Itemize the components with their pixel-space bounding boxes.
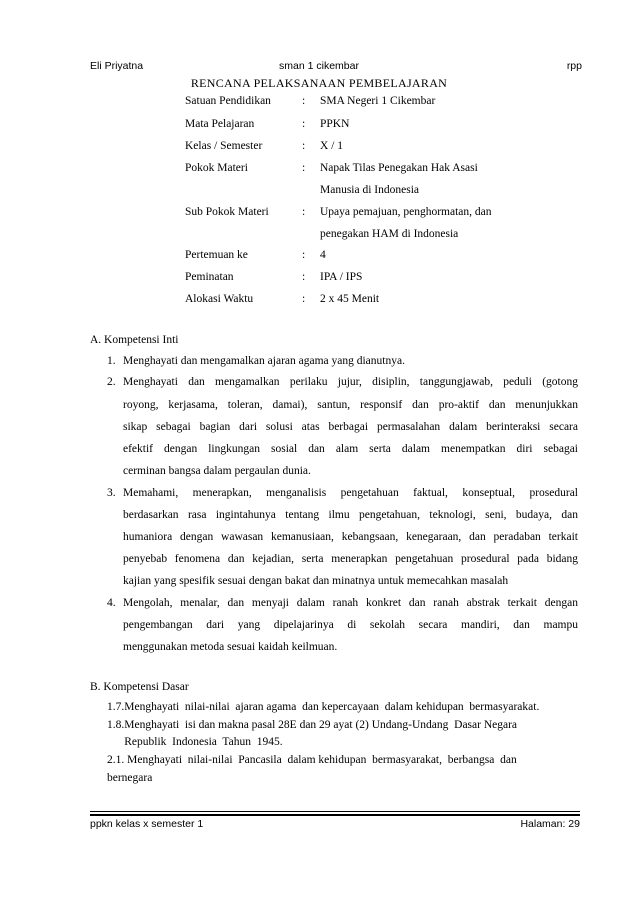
- footer-rule: [90, 811, 580, 812]
- identity-label: Sub Pokok Materi: [185, 206, 269, 218]
- footer-left: ppkn kelas x semester 1: [90, 818, 204, 830]
- list-item-line: efektif dengan lingkungan sosial dan alam serta dalam menempatkan diri sebagai: [123, 443, 578, 455]
- identity-value: Napak Tilas Penegakan Hak Asasi: [320, 162, 478, 174]
- identity-colon: :: [302, 162, 306, 174]
- identity-colon: :: [302, 293, 306, 305]
- section-a-title: A. Kompetensi Inti: [90, 334, 179, 346]
- identity-row: [0, 162, 638, 182]
- section-b-title: B. Kompetensi Dasar: [90, 681, 189, 693]
- list-item-line: Menghayati dan mengamalkan perilaku jujur, disiplin, tanggungjawab, peduli (gotong: [123, 376, 578, 388]
- identity-value-continued: penegakan HAM di Indonesia: [320, 228, 459, 240]
- list-item-number: 4.: [107, 597, 116, 609]
- identity-colon: :: [302, 271, 306, 283]
- header-right: rpp: [566, 60, 582, 72]
- list-item-line: cerminan bangsa dalam pergaulan dunia.: [123, 465, 311, 477]
- identity-row: [0, 206, 638, 226]
- kd-line: 1.7.Menghayati nilai-nilai ajaran agama dan kepercayaan dalam kehidupan bermasyarakat.: [107, 701, 540, 713]
- identity-label: Satuan Pendidikan: [185, 95, 271, 107]
- identity-value: PPKN: [320, 118, 350, 130]
- identity-row-continuation: [0, 228, 638, 248]
- list-item-line: pengembangan dari yang dipelajarinya di sekolah secara mandiri, dan mampu: [123, 619, 578, 631]
- identity-row: [0, 249, 638, 269]
- identity-label: Peminatan: [185, 271, 234, 283]
- identity-label: Kelas / Semester: [185, 140, 263, 152]
- identity-value: 4: [320, 249, 326, 261]
- identity-value-continued: Manusia di Indonesia: [320, 184, 420, 196]
- identity-colon: :: [302, 249, 306, 261]
- identity-label: Mata Pelajaran: [185, 118, 255, 130]
- identity-value: SMA Negeri 1 Cikembar: [320, 95, 436, 107]
- list-item-line: Menghayati dan mengamalkan ajaran agama yang dianutnya.: [123, 355, 405, 367]
- identity-row: [0, 95, 638, 115]
- list-item-number: 3.: [107, 487, 116, 499]
- list-item-line: sikap sebagai bagian dari solusi atas berbagai permasalahan dalam berinteraksi secara: [123, 421, 578, 433]
- header-center: sman 1 cikembar: [279, 60, 359, 72]
- list-item-line: Memahami, menerapkan, menganalisis pengetahuan faktual, konseptual, prosedural: [123, 487, 578, 499]
- identity-row-continuation: [0, 184, 638, 204]
- list-item-line: penyebab fenomena dan kejadian, serta menerapkan pengetahuan prosedural pada bidang: [123, 553, 578, 565]
- list-item-line: menggunakan metoda sesuai kaidah keilmuan.: [123, 641, 338, 653]
- list-item-line: berdasarkan rasa ingintahunya tentang ilmu pengetahuan, teknologi, seni, budaya, dan: [123, 509, 578, 521]
- identity-colon: :: [302, 95, 306, 107]
- identity-row: [0, 293, 638, 313]
- identity-colon: :: [302, 206, 306, 218]
- identity-label: Alokasi Waktu: [185, 293, 254, 305]
- header-left: Eli Priyatna: [90, 60, 144, 72]
- page-number: Halaman: 29: [520, 818, 580, 830]
- footer-rule: [90, 814, 580, 816]
- identity-value: IPA / IPS: [320, 271, 363, 283]
- identity-label: Pokok Materi: [185, 162, 248, 174]
- kd-line: 1.8.Menghayati isi dan makna pasal 28E dan 29 ayat (2) Undang-Undang Dasar Negara: [107, 719, 518, 731]
- kd-line: Republik Indonesia Tahun 1945.: [107, 736, 283, 748]
- identity-value: X / 1: [320, 140, 343, 152]
- identity-row: [0, 271, 638, 291]
- kd-line: bernegara: [107, 772, 153, 784]
- list-item-line: royong, kerjasama, toleran, damai), santun, responsif dan pro-aktif dan menunjukkan: [123, 399, 578, 411]
- identity-colon: :: [302, 140, 306, 152]
- list-item-number: 1.: [107, 355, 116, 367]
- list-item-line: kajian yang spesifik sesuai dengan bakat dan minatnya untuk memecahkan masalah: [123, 575, 509, 587]
- identity-value: 2 x 45 Menit: [320, 293, 380, 305]
- list-item-line: humaniora dengan wawasan kemanusiaan, kebangsaan, kenegaraan, dan peradaban terkait: [123, 531, 578, 543]
- identity-colon: :: [302, 118, 306, 130]
- kd-line: 2.1. Menghayati nilai-nilai Pancasila dalam kehidupan bermasyarakat, berbangsa dan: [107, 754, 517, 766]
- list-item-line: Mengolah, menalar, dan menyaji dalam ranah konkret dan ranah abstrak terkait dengan: [123, 597, 578, 609]
- list-item-number: 2.: [107, 376, 116, 388]
- identity-value: Upaya pemajuan, penghormatan, dan: [320, 206, 492, 218]
- identity-label: Pertemuan ke: [185, 249, 248, 261]
- identity-row: [0, 140, 638, 160]
- identity-row: [0, 118, 638, 138]
- document-title: RENCANA PELAKSANAAN PEMBELAJARAN: [190, 76, 448, 90]
